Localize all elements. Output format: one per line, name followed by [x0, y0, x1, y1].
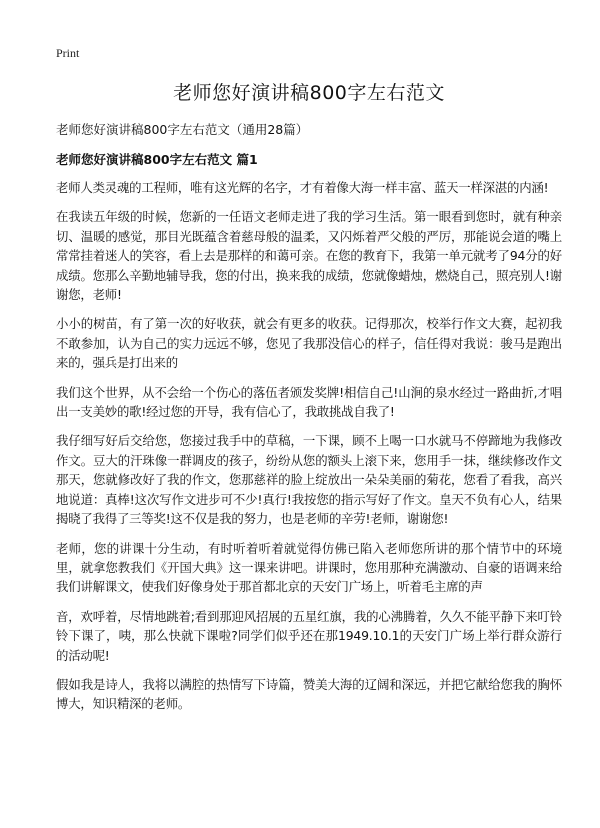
- paragraph-3: 小小的树苗，有了第一次的好收获，就会有更多的收获。记得那次，校举行作文大赛，起初我不敢参加，认为自己的实力远远不够，您见了我那没信心的样子，信任得对我说：骏马是跑出来的，强兵是打出来的: [56, 316, 562, 371]
- article-body: [56, 178, 562, 724]
- paragraph-6: 老师，您的讲课十分生动，有时听着听着就觉得仿佛已陷入老师您所讲的那个情节中的环境里，就拿您教我们《开国大典》这一课来讲吧。讲课时，您用那种充满激动、自豪的语调来给我们讲解课文，使我们好像身处于那首都北京的天安门广场上，听着毛主席的声: [56, 540, 562, 595]
- section-heading: 老师您好演讲稿800字左右范文 篇1: [56, 152, 258, 167]
- paragraph-5: 我仔细写好后交给您，您接过我手中的草稿，一下课，顾不上喝一口水就马不停蹄地为我修改作文。豆大的汗珠像一群调皮的孩子，纷纷从您的额头上滚下来，您用手一抹，继续修改作文那天，您就修改好了我的作文，您那慈祥的脸上绽放出一朵朵美丽的菊花，您看了看我，高兴地说道：真棒!这次写作文进步可不少!真行!我按您的指示写好了作文。皇天不负有心人，结果揭晓了我得了三等奖!这不仅是我的努力，也是老师的辛劳!老师，谢谢您!: [56, 433, 562, 527]
- paragraph-4: 我们这个世界，从不会给一个伤心的落伍者颁发奖牌!相信自己!山涧的泉水经过一路曲折,才唱出一支美妙的歌!经过您的开导，我有信心了，我敢挑战自我了!: [56, 384, 562, 420]
- paragraph-7: 音，欢呼着，尽情地跳着;看到那迎风招展的五星红旗，我的心沸腾着，久久不能平静下来叮铃铃下课了，咦，那么快就下课啦?同学们似乎还在那1949.10.1的天安门广场上举行群众游行的活动呢!: [56, 608, 562, 663]
- paragraph-2: 在我读五年级的时候，您新的一任语文老师走进了我的学习生活。第一眼看到您时，就有种亲切、温暖的感觉，那目光既蕴含着慈母般的温柔，又闪烁着严父般的严厉，那能说会道的嘴上常常挂着迷人的笑容，看上去是那样的和蔼可亲。在您的教育下，我第一单元就考了94分的好成绩。您那么辛勤地辅导我，您的付出，换来我的成绩，您就像蜡烛，燃烧自己，照亮别人!谢谢您，老师!: [56, 209, 562, 303]
- paragraph-1: 老师人类灵魂的工程师，唯有这光辉的名字，才有着像大海一样丰富、蓝天一样深湛的内涵!: [56, 180, 549, 195]
- document-title: 老师您好演讲稿800字左右范文: [173, 82, 445, 104]
- document-subtitle: 老师您好演讲稿800字左右范文（通用28篇）: [56, 122, 309, 137]
- paragraph-8: 假如我是诗人，我将以满腔的热情写下诗篇，赞美大海的辽阔和深远，并把它献给您我的胸怀博大，知识精深的老师。: [56, 676, 562, 712]
- print-link[interactable]: Print: [56, 46, 80, 60]
